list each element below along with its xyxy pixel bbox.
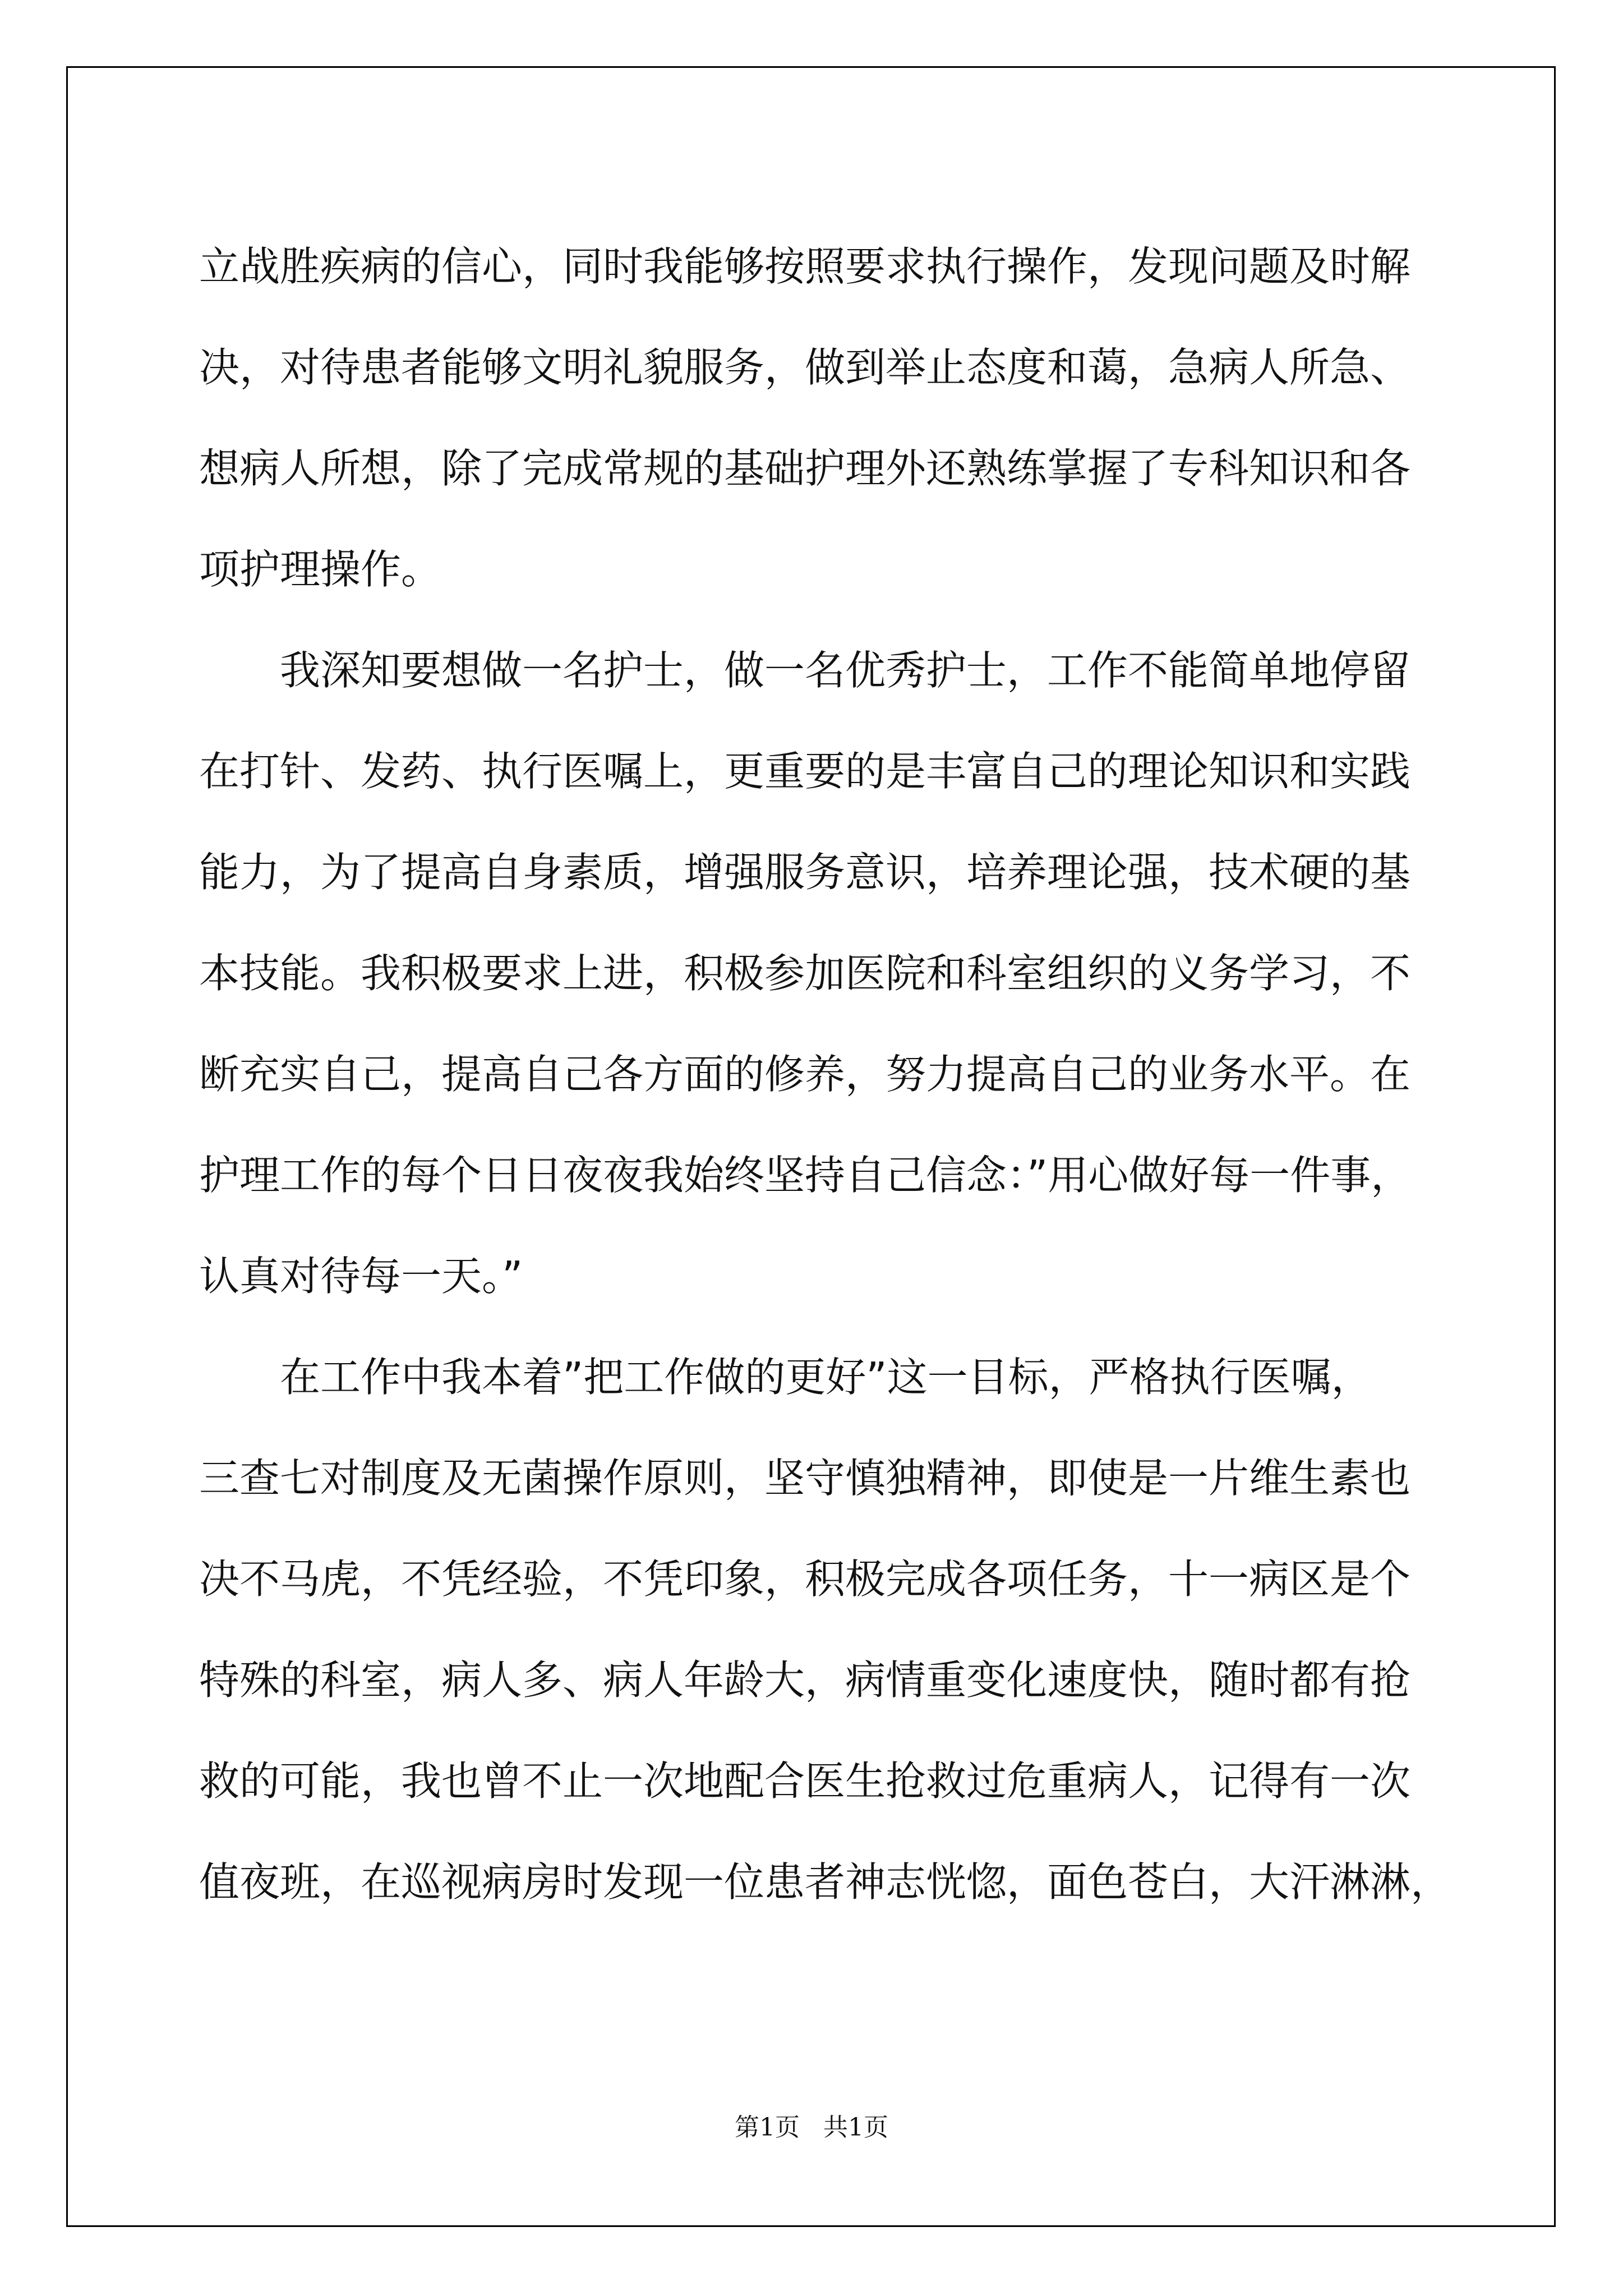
- text-line: 救的可能，我也曾不止一次地配合医生抢救过危重病人，记得有一次: [199, 1757, 1411, 1805]
- text-line: 我深知要想做一名护士，做一名优秀护士，工作不能简单地停留: [280, 647, 1411, 694]
- text-line: 决不马虎，不凭经验，不凭印象，积极完成各项任务，十一病区是个: [199, 1556, 1411, 1603]
- text-line: 在工作中我本着”把工作做的更好”这一目标，严格执行医嘱，: [280, 1354, 1372, 1401]
- page-number: 第1页 共1页: [735, 2113, 888, 2142]
- text-line: 项护理操作。: [199, 546, 442, 593]
- text-line: 三查七对制度及无菌操作原则，坚守慎独精神，即使是一片维生素也: [199, 1455, 1411, 1502]
- text-line: 护理工作的每个日日夜夜我始终坚持自己信念：”用心做好每一件事，: [199, 1152, 1412, 1199]
- text-line: 断充实自己，提高自己各方面的修养，努力提高自己的业务水平。在: [199, 1051, 1411, 1098]
- page-footer: [0, 2107, 1623, 2143]
- document-body: [199, 216, 1450, 1932]
- text-line: 本技能。我积极要求上进，积极参加医院和科室组织的义务学习，不: [199, 950, 1411, 997]
- text-line: 想病人所想，除了完成常规的基础护理外还熟练掌握了专科知识和各: [199, 445, 1411, 492]
- text-line: 认真对待每一天。”: [199, 1253, 523, 1300]
- text-line: 决，对待患者能够文明礼貌服务，做到举止态度和蔼，急病人所急、: [199, 344, 1411, 391]
- text-line: 能力，为了提高自身素质，增强服务意识，培养理论强，技术硬的基: [199, 849, 1411, 896]
- text-line: 立战胜疾病的信心，同时我能够按照要求执行操作，发现问题及时解: [199, 243, 1411, 290]
- text-line: 特殊的科室，病人多、病人年龄大，病情重变化速度快，随时都有抢: [199, 1657, 1411, 1704]
- text-line: 在打针、发药、执行医嘱上，更重要的是丰富自己的理论知识和实践: [199, 748, 1411, 795]
- text-line: 值夜班，在巡视病房时发现一位患者神志恍惚，面色苍白，大汗淋淋，: [199, 1858, 1451, 1906]
